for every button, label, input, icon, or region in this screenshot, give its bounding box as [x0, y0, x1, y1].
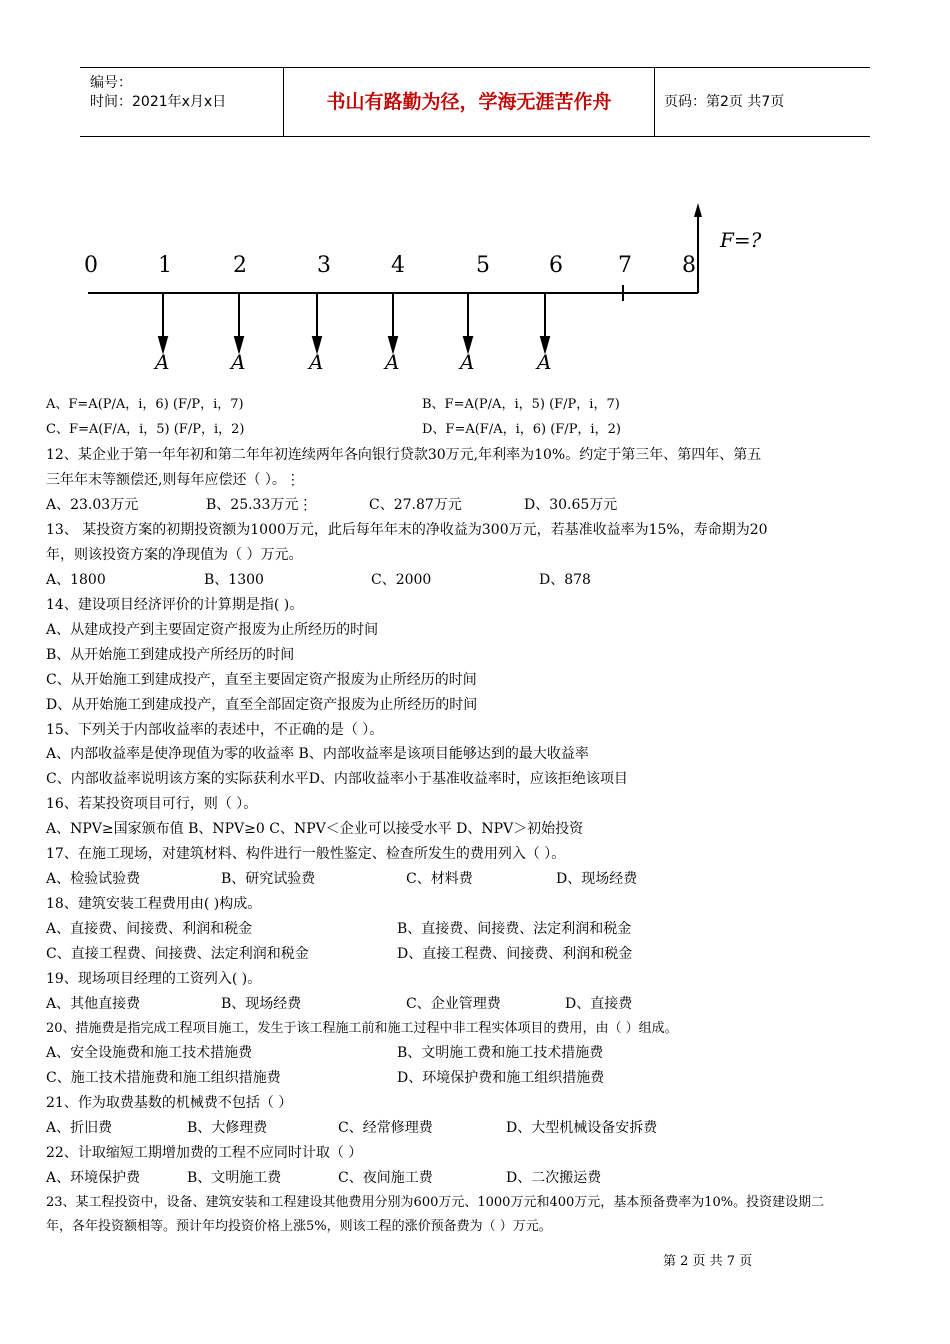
q12-stem-line2: 三年年末等额偿还,则每年应偿还（ ）。⋮: [46, 472, 300, 488]
q23-stem-line1: 23、某工程投资中，设备、建筑安装和工程建设其他费用分别为600万元、1000万元和400万元，基本预备费率为10%。投资建设期二: [46, 1195, 825, 1210]
q22-option-b: B、文明施工费: [187, 1170, 282, 1186]
q17-option-c: C、材料费: [406, 871, 473, 887]
motto: 书山有路勤为径，学海无涯苦作舟: [284, 68, 655, 136]
q14-option-b: B、从开始施工到建成投产所经历的时间: [46, 647, 295, 663]
q22-option-c: C、夜间施工费: [338, 1170, 433, 1186]
q12-option-c: C、27.87万元: [369, 497, 462, 513]
q22-option-d: D、二次搬运费: [506, 1170, 602, 1186]
q18-option-d: D、直接工程费、间接费、利润和税金: [397, 946, 633, 962]
q12-stem-line1: 12、某企业于第一年年初和第二年年初连续两年各向银行贷款30万元,年利率为10%。约定于第三年、第四年、第五: [46, 447, 762, 463]
q20-option-c: C、施工技术措施费和施工组织措施费: [46, 1070, 281, 1086]
q20-option-a: A、安全设施费和施工技术措施费: [46, 1045, 253, 1061]
q18-option-a: A、直接费、间接费、利润和税金: [46, 921, 253, 937]
header-meta-cell: [80, 68, 284, 136]
payment-label: A: [460, 350, 475, 374]
q21-option-c: C、经常修理费: [338, 1120, 433, 1136]
period-label: 7: [618, 253, 632, 278]
payment-label: A: [309, 350, 324, 374]
period-label: 6: [549, 253, 563, 278]
period-label: 2: [233, 253, 247, 278]
q14-option-c: C、从开始施工到建成投产，直至主要固定资产报废为止所经历的时间: [46, 672, 477, 688]
q14-option-a: A、从建成投产到主要固定资产报废为止所经历的时间: [46, 622, 379, 638]
payment-label: A: [231, 350, 246, 374]
q16-options: A、NPV≥国家颁布值 B、NPV≥0 C、NPV＜企业可以接受水平 D、NPV＞初始投资: [46, 821, 584, 837]
q22-stem: 22、计取缩短工期增加费的工程不应同时计取（ ）: [46, 1145, 363, 1161]
q11-option-a: A、F=A(P/A，i，6) (F/P，i，7): [46, 397, 244, 412]
q20-option-d: D、环境保护费和施工组织措施费: [397, 1070, 605, 1086]
q21-option-d: D、大型机械设备安拆费: [506, 1120, 658, 1136]
q12-option-b: B、25.33万元⋮: [206, 497, 313, 513]
q19-option-d: D、直接费: [565, 996, 633, 1012]
serial-label: 编号：: [90, 75, 132, 91]
period-label: 8: [682, 253, 696, 278]
q19-stem: 19、现场项目经理的工资列入( )。: [46, 971, 262, 987]
q15-stem: 15、下列关于内部收益率的表述中，不正确的是（ ）。: [46, 722, 384, 738]
future-value-label: F=?: [720, 228, 762, 252]
q19-option-c: C、企业管理费: [406, 996, 501, 1012]
q17-option-a: A、检验试验费: [46, 871, 141, 887]
time-label: 时间：2021年x月x日: [90, 94, 227, 110]
page-footer: 第 2 页 共 7 页: [663, 1254, 753, 1269]
period-label: 4: [391, 253, 405, 278]
q19-option-a: A、其他直接费: [46, 996, 141, 1012]
q20-option-b: B、文明施工费和施工技术措施费: [397, 1045, 604, 1061]
q17-option-d: D、现场经费: [556, 871, 638, 887]
period-label: 0: [84, 253, 98, 278]
period-label: 5: [476, 253, 490, 278]
q17-option-b: B、研究试验费: [221, 871, 316, 887]
period-label: 1: [158, 253, 172, 278]
q18-option-c: C、直接工程费、间接费、法定利润和税金: [46, 946, 309, 962]
q18-stem: 18、建筑安装工程费用由( )构成。: [46, 896, 262, 912]
q21-stem: 21、作为取费基数的机械费不包括（ ）: [46, 1095, 293, 1111]
page-label: 页码：第2页 共7页: [664, 94, 785, 110]
q13-option-b: B、1300: [204, 572, 264, 588]
q21-option-a: A、折旧费: [46, 1120, 113, 1136]
q13-option-d: D、878: [539, 572, 591, 588]
q13-option-a: A、1800: [46, 572, 106, 588]
document-header: [80, 67, 870, 137]
q13-stem-line1: 13、 某投资方案的初期投资额为1000万元，此后每年年末的净收益为300万元，若基准收益率为15%，寿命期为20: [46, 522, 768, 538]
q23-stem-line2: 年，各年投资额相等。预计年均投资价格上涨5%，则该工程的涨价预备费为（ ）万元。: [46, 1219, 552, 1234]
payment-label: A: [155, 350, 170, 374]
arrow-up-icon: [694, 203, 702, 217]
q13-option-c: C、2000: [371, 572, 432, 588]
q17-stem: 17、在施工现场，对建筑材料、构件进行一般性鉴定、检查所发生的费用列入（ ）。: [46, 846, 566, 862]
q15-options-ab: A、内部收益率是使净现值为零的收益率 B、内部收益率是该项目能够达到的最大收益率: [46, 746, 589, 762]
cash-flow-diagram: [60, 195, 780, 375]
q14-stem: 14、建设项目经济评价的计算期是指( )。: [46, 597, 304, 613]
q19-option-b: B、现场经费: [221, 996, 302, 1012]
q12-option-d: D、30.65万元: [524, 497, 618, 513]
q11-option-b: B、F=A(P/A，i，5) (F/P，i，7): [422, 397, 620, 412]
q20-stem: 20、措施费是指完成工程项目施工，发生于该工程施工前和施工过程中非工程实体项目的费用，由（ ）组成。: [46, 1021, 678, 1036]
q13-stem-line2: 年，则该投资方案的净现值为（ ）万元。: [46, 547, 303, 563]
q21-option-b: B、大修理费: [187, 1120, 268, 1136]
q14-option-d: D、从开始施工到建成投产，直至全部固定资产报废为止所经历的时间: [46, 697, 478, 713]
q12-option-a: A、23.03万元: [46, 497, 139, 513]
q11-option-d: D、F=A(F/A，i，6) (F/P，i，2): [422, 422, 621, 437]
q18-option-b: B、直接费、间接费、法定利润和税金: [397, 921, 632, 937]
q22-option-a: A、环境保护费: [46, 1170, 141, 1186]
payment-label: A: [537, 350, 552, 374]
q15-options-cd: C、内部收益率说明该方案的实际获利水平D、内部收益率小于基准收益率时，应该拒绝该项目: [46, 771, 628, 787]
q11-option-c: C、F=A(F/A，i，5) (F/P，i，2): [46, 422, 245, 437]
payment-label: A: [385, 350, 400, 374]
q16-stem: 16、若某投资项目可行，则（ ）。: [46, 796, 258, 812]
period-label: 3: [317, 253, 331, 278]
